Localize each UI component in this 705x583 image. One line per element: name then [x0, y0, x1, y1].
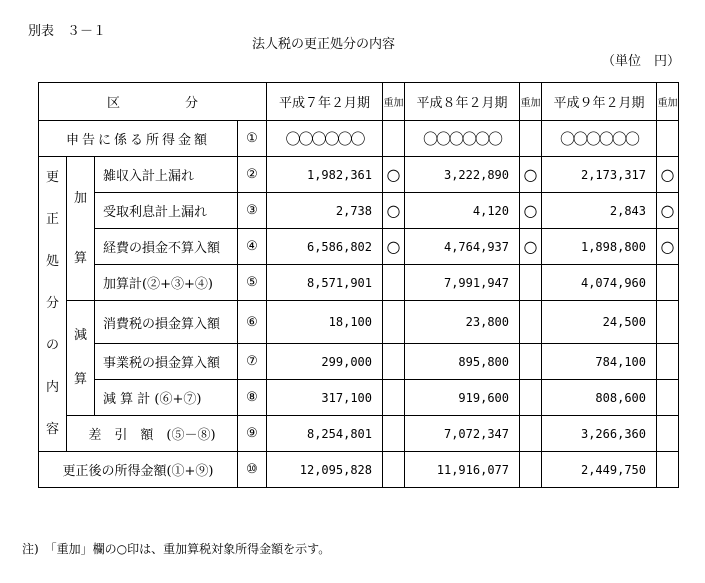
flag-y3	[657, 380, 679, 416]
flag-y1: ○	[383, 157, 405, 193]
header-year2: 平成８年２月期	[405, 83, 520, 121]
flag-y1	[383, 121, 405, 157]
flag-y1	[383, 265, 405, 301]
flag-y1	[383, 344, 405, 380]
value-y1: 8,571,901	[267, 265, 383, 301]
row-label: 減 算 計 (⑥+⑦)	[95, 380, 238, 416]
flag-y3	[657, 301, 679, 344]
row-label: 雑収入計上漏れ	[95, 157, 238, 193]
value-y1: 317,100	[267, 380, 383, 416]
value-y1: 8,254,801	[267, 416, 383, 452]
row-number: ③	[238, 193, 267, 229]
row-label: 申告に係る所得金額	[39, 121, 238, 157]
value-y2: 4,120	[405, 193, 520, 229]
row-number: ⑨	[238, 416, 267, 452]
flag-y3: ○	[657, 229, 679, 265]
table-row	[39, 265, 679, 301]
header-flag2: 重加	[520, 83, 542, 121]
value-y1: 6,586,802	[267, 229, 383, 265]
flag-y2: ○	[520, 229, 542, 265]
unit-label: （単位 円）	[602, 54, 681, 69]
table-row	[39, 121, 679, 157]
table-row	[39, 380, 679, 416]
header-year1: 平成７年２月期	[267, 83, 383, 121]
value-y3: 808,600	[542, 380, 657, 416]
row-number: ⑩	[238, 452, 267, 488]
row-number: ①	[238, 121, 267, 157]
flag-y1	[383, 416, 405, 452]
flag-y2	[520, 416, 542, 452]
flag-y3	[657, 344, 679, 380]
flag-y1	[383, 380, 405, 416]
flag-y2: ○	[520, 193, 542, 229]
row-label: 更正後の所得金額(①+⑨)	[39, 452, 238, 488]
value-y2: 895,800	[405, 344, 520, 380]
flag-y2: ○	[520, 157, 542, 193]
header-flag1: 重加	[383, 83, 405, 121]
flag-y3	[657, 265, 679, 301]
row-label: 消費税の損金算入額	[95, 301, 238, 344]
table-row	[39, 344, 679, 380]
row-label: 差 引 額 (⑤－⑧)	[67, 416, 238, 452]
header-row	[39, 83, 679, 121]
value-y3: 2,449,750	[542, 452, 657, 488]
footnote: 注) 「重加」欄の○印は、重加算税対象所得金額を示す。	[22, 542, 331, 556]
side-label-kasan: 加 算	[67, 157, 95, 301]
header-flag3: 重加	[657, 83, 679, 121]
value-y3: 2,173,317	[542, 157, 657, 193]
value-y3: 1,898,800	[542, 229, 657, 265]
row-label: 事業税の損金算入額	[95, 344, 238, 380]
flag-y3: ○	[657, 193, 679, 229]
value-y2: 7,072,347	[405, 416, 520, 452]
flag-y2	[520, 265, 542, 301]
table-id: 別表 ３－１	[28, 24, 107, 39]
row-number: ⑤	[238, 265, 267, 301]
value-y2: 919,600	[405, 380, 520, 416]
value-y1: 2,738	[267, 193, 383, 229]
table-row	[39, 452, 679, 488]
table-row	[39, 229, 679, 265]
table-row	[39, 416, 679, 452]
side-label-gensan: 減 算	[67, 301, 95, 416]
flag-y2	[520, 301, 542, 344]
row-number: ②	[238, 157, 267, 193]
flag-y1	[383, 452, 405, 488]
row-number: ⑥	[238, 301, 267, 344]
value-y2: 7,991,947	[405, 265, 520, 301]
side-label-kousei: 更 正 処 分 の 内 容	[39, 157, 67, 452]
row-number: ④	[238, 229, 267, 265]
flag-y2	[520, 452, 542, 488]
value-y1: 12,095,828	[267, 452, 383, 488]
value-y2: 23,800	[405, 301, 520, 344]
flag-y2	[520, 380, 542, 416]
flag-y3	[657, 452, 679, 488]
flag-y3: ○	[657, 157, 679, 193]
table-row	[39, 157, 679, 193]
value-y3: 24,500	[542, 301, 657, 344]
value-y2: 4,764,937	[405, 229, 520, 265]
header-year3: 平成９年２月期	[542, 83, 657, 121]
row-label: 受取利息計上漏れ	[95, 193, 238, 229]
flag-y1: ○	[383, 193, 405, 229]
flag-y2	[520, 121, 542, 157]
value-y3: 4,074,960	[542, 265, 657, 301]
value-y2: 〇〇〇〇〇〇	[405, 121, 520, 157]
page-title: 法人税の更正処分の内容	[252, 37, 396, 52]
value-y3: 〇〇〇〇〇〇	[542, 121, 657, 157]
value-y1: 〇〇〇〇〇〇	[267, 121, 383, 157]
value-y2: 3,222,890	[405, 157, 520, 193]
income-correction-table	[38, 82, 679, 488]
flag-y1	[383, 301, 405, 344]
value-y2: 11,916,077	[405, 452, 520, 488]
value-y1: 299,000	[267, 344, 383, 380]
value-y1: 18,100	[267, 301, 383, 344]
value-y1: 1,982,361	[267, 157, 383, 193]
row-label: 加算計(②+③+④)	[95, 265, 238, 301]
row-label: 経費の損金不算入額	[95, 229, 238, 265]
header-category: 区 分	[39, 83, 267, 121]
table-row	[39, 301, 679, 344]
row-number: ⑧	[238, 380, 267, 416]
flag-y2	[520, 344, 542, 380]
flag-y3	[657, 416, 679, 452]
table-row	[39, 193, 679, 229]
flag-y3	[657, 121, 679, 157]
row-number: ⑦	[238, 344, 267, 380]
value-y3: 3,266,360	[542, 416, 657, 452]
flag-y1: ○	[383, 229, 405, 265]
value-y3: 2,843	[542, 193, 657, 229]
value-y3: 784,100	[542, 344, 657, 380]
